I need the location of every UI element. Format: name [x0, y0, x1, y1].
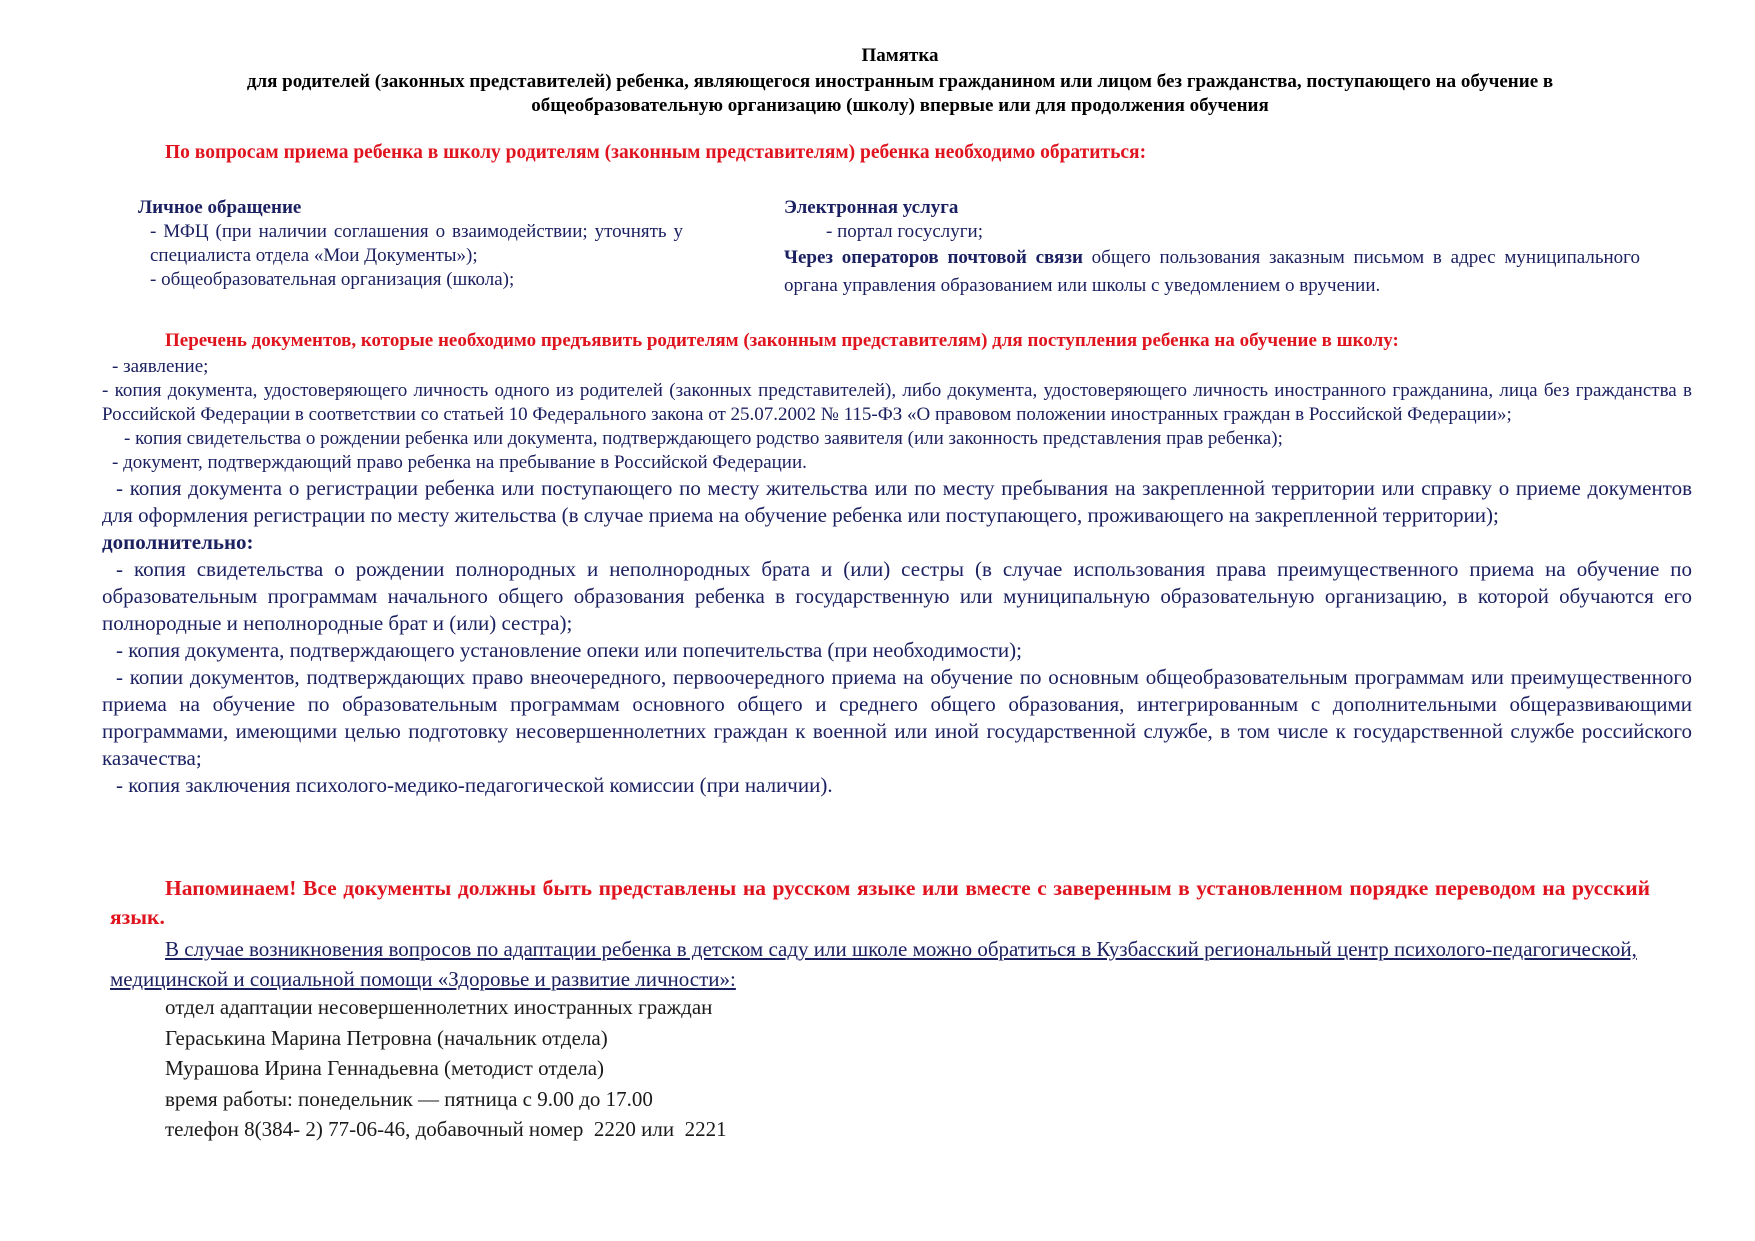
list-item: - копия документа, удостоверяющего личность одного из родителей (законных представителей), либо документа, удостоверяющего личность иностранного гражданина, лица без гражданства в Российской Федерации в соответствии со статьей 10 Федерального закона от 25.07.2002 № 115-ФЗ «О правовом положении иностранных граждан в Российской Федерации»; [102, 380, 1692, 425]
list-item: - копия документа, подтверждающего установление опеки или попечительства (при необходимости); [116, 638, 1022, 662]
post-operators-label: Через операторов почтовой связи [784, 247, 1083, 268]
personal-visit-title: Личное обращение [138, 197, 302, 218]
list-item: - заявление; [112, 356, 209, 377]
contact-methodist: Мурашова Ирина Геннадьевна (методист отдела) [165, 1056, 605, 1080]
contact-department: отдел адаптации несовершеннолетних иностранных граждан [165, 995, 713, 1019]
electronic-service-title: Электронная услуга [784, 197, 959, 218]
documents-heading: Перечень документов, которые необходимо предъявить родителям (законным представителям) для поступления ребенка на обучение в школу: [165, 330, 1399, 351]
list-item: - копия заключения психолого-медико-педагогической комиссии (при наличии). [116, 773, 833, 797]
contact-phone: телефон 8(384- 2) 77-06-46, добавочный номер 2220 или 2221 [165, 1117, 727, 1141]
list-item: - копии документов, подтверждающих право внеочередного, первоочередного приема на обучение по основным общеобразовательным программам или преимущественного приема на обучение по образовательным программам основного общего и среднего общего образования, интегрированным с дополнительными общеразвивающими программами, имеющими целью подготовку несовершеннолетних граждан к военной или иной государственной службе, в том числе к государственной службе российского казачества; [102, 665, 1692, 770]
reminder-notice: Напоминаем! Все документы должны быть представлены на русском языке или вместе с заверенным в установленном порядке переводом на русский язык. [110, 876, 1650, 929]
list-item: - документ, подтверждающий право ребенка на пребывание в Российской Федерации. [112, 452, 807, 473]
adaptation-center-link[interactable]: В случае возникновения вопросов по адаптации ребенка в детском саду или школе можно обратиться в Кузбасский региональный центр психолого-педагогической, медицинской и социальной помощи «Здоровье и развитие личности»: [110, 937, 1637, 991]
documents-list [102, 355, 1692, 799]
personal-item-mfc: - МФЦ (при наличии соглашения о взаимодействии; уточнять у специалиста отдела «Мои Документы»); [150, 221, 683, 266]
contact-head: Гераськина Марина Петровна (начальник отдела) [165, 1025, 608, 1050]
contact-hours: время работы: понедельник — пятница с 9.00 до 17.00 [165, 1086, 653, 1111]
contact-heading: По вопросам приема ребенка в школу родителям (законным представителям) ребенка необходимо обратиться: [165, 142, 1147, 163]
adaptation-contacts [165, 992, 727, 1145]
page-subtitle-line1: для родителей (законных представителей) ребенка, являющегося иностранным гражданином или лицом без гражданства, поступающего на обучение в [246, 71, 1554, 92]
personal-item-school: - общеобразовательная организация (школа); [150, 269, 515, 290]
list-item: - копия документа о регистрации ребенка или поступающего по месту жительства или по месту пребывания на закрепленной территории или справку о приеме документов для оформления регистрации по месту жительства (в случае приема на обучение ребенка или поступающего, проживающего на закрепленной территории); [102, 476, 1692, 527]
electronic-service-block [784, 196, 1640, 300]
page-title: Памятка [861, 45, 939, 66]
page-subtitle-line2: общеобразовательную организацию (школу) впервые или для продолжения обучения [531, 95, 1269, 116]
personal-visit-block [138, 196, 683, 292]
list-item: - копия свидетельства о рождении полнородных и неполнородных брата и (или) сестры (в случае использования права преимущественного приема на обучение по образовательным программам начального общего образования ребенка в государственную или муниципальную образовательную организацию, в которой обучаются его полнородные и неполнородные брат и (или) сестра); [102, 557, 1692, 635]
electronic-item-post [784, 244, 1640, 300]
list-item: - копия свидетельства о рождении ребенка или документа, подтверждающего родство заявителя (или законность представления прав ребенка); [124, 428, 1283, 449]
electronic-item-portal: - портал госуслуги; [826, 221, 983, 242]
post-operators-text: общего пользования заказным письмом в адрес муниципального органа управления образованием или школы с уведомлением о вручении. [784, 247, 1640, 296]
additional-label: дополнительно: [102, 530, 254, 554]
